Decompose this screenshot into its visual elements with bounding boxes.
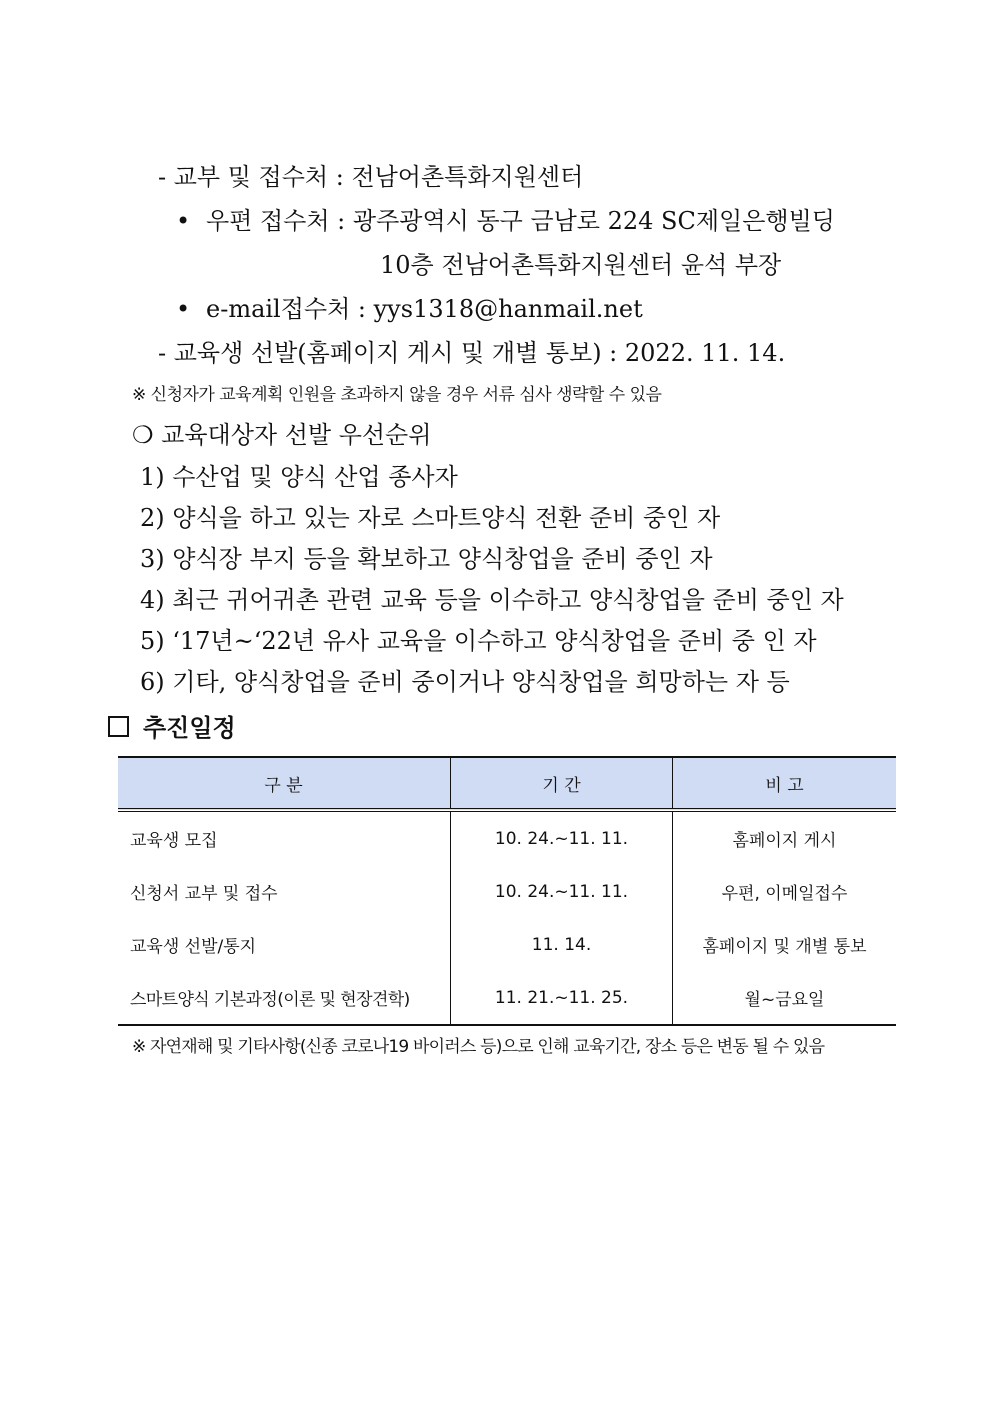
table-row [118, 865, 896, 918]
email-receipt-line [176, 294, 643, 324]
cell-period: 11. 14. [451, 918, 673, 971]
cell-period: 10. 24.~11. 11. [451, 865, 673, 918]
bullet-icon: • [176, 207, 191, 235]
note-review-skip: ※ 신청자가 교육계획 인원을 초과하지 않을 경우 서류 심사 생략할 수 있음 [132, 385, 662, 405]
schedule-heading-text: 추진일정 [143, 714, 236, 742]
table-row [118, 810, 896, 865]
table-row [118, 971, 896, 1025]
schedule-table [118, 756, 896, 1026]
email-receipt-text: e-mail접수처 : yys1318@hanmail.net [206, 295, 643, 323]
priority-item: 2) 양식을 하고 있는 자로 스마트양식 전환 준비 중인 자 [140, 504, 721, 532]
cell-category: 교육생 모집 [130, 831, 218, 851]
postal-receipt-text: 우편 접수처 : 광주광역시 동구 금남로 224 SC제일은행빌딩 [206, 207, 835, 235]
column-header-remarks: 비 고 [673, 757, 897, 810]
selection-line: - 교육생 선발(홈페이지 게시 및 개별 통보) : 2022. 11. 14. [158, 339, 786, 367]
postal-receipt-line [176, 206, 835, 236]
bullet-icon: • [176, 295, 191, 323]
priority-item: 6) 기타, 양식창업을 준비 중이거나 양식창업을 희망하는 자 등 [140, 668, 790, 696]
cell-category: 신청서 교부 및 접수 [130, 884, 278, 904]
table-header-row [118, 757, 896, 810]
checkbox-square-icon [108, 716, 129, 737]
schedule-footnote: ※ 자연재해 및 기타사항(신종 코로나19 바이러스 등)으로 인해 교육기간, 장소 등은 변동 될 수 있음 [132, 1037, 825, 1057]
receipt-location-line: - 교부 및 접수처 : 전남어촌특화지원센터 [158, 163, 584, 191]
cell-category: 교육생 선발/통지 [130, 937, 257, 957]
column-header-category: 구 분 [118, 757, 451, 810]
cell-category: 스마트양식 기본과정(이론 및 현장견학) [118, 971, 451, 1025]
cell-remarks: 월~금요일 [673, 971, 897, 1025]
postal-receipt-line-cont: 10층 전남어촌특화지원센터 윤석 부장 [380, 251, 782, 279]
priority-item: 5) ‘17년~‘22년 유사 교육을 이수하고 양식창업을 준비 중 인 자 [140, 627, 817, 655]
cell-remarks: 우편, 이메일접수 [673, 865, 897, 918]
cell-period: 10. 24.~11. 11. [451, 810, 673, 865]
cell-remarks: 홈페이지 게시 [673, 810, 897, 865]
cell-period: 11. 21.~11. 25. [451, 971, 673, 1025]
column-header-period: 기 간 [451, 757, 673, 810]
table-row [118, 918, 896, 971]
priority-item: 3) 양식장 부지 등을 확보하고 양식창업을 준비 중인 자 [140, 545, 713, 573]
cell-remarks: 홈페이지 및 개별 통보 [673, 918, 897, 971]
priority-title: ❍ 교육대상자 선발 우선순위 [132, 421, 432, 449]
priority-item: 4) 최근 귀어귀촌 관련 교육 등을 이수하고 양식창업을 준비 중인 자 [140, 586, 844, 614]
schedule-heading [108, 708, 236, 743]
priority-item: 1) 수산업 및 양식 산업 종사자 [140, 463, 458, 491]
